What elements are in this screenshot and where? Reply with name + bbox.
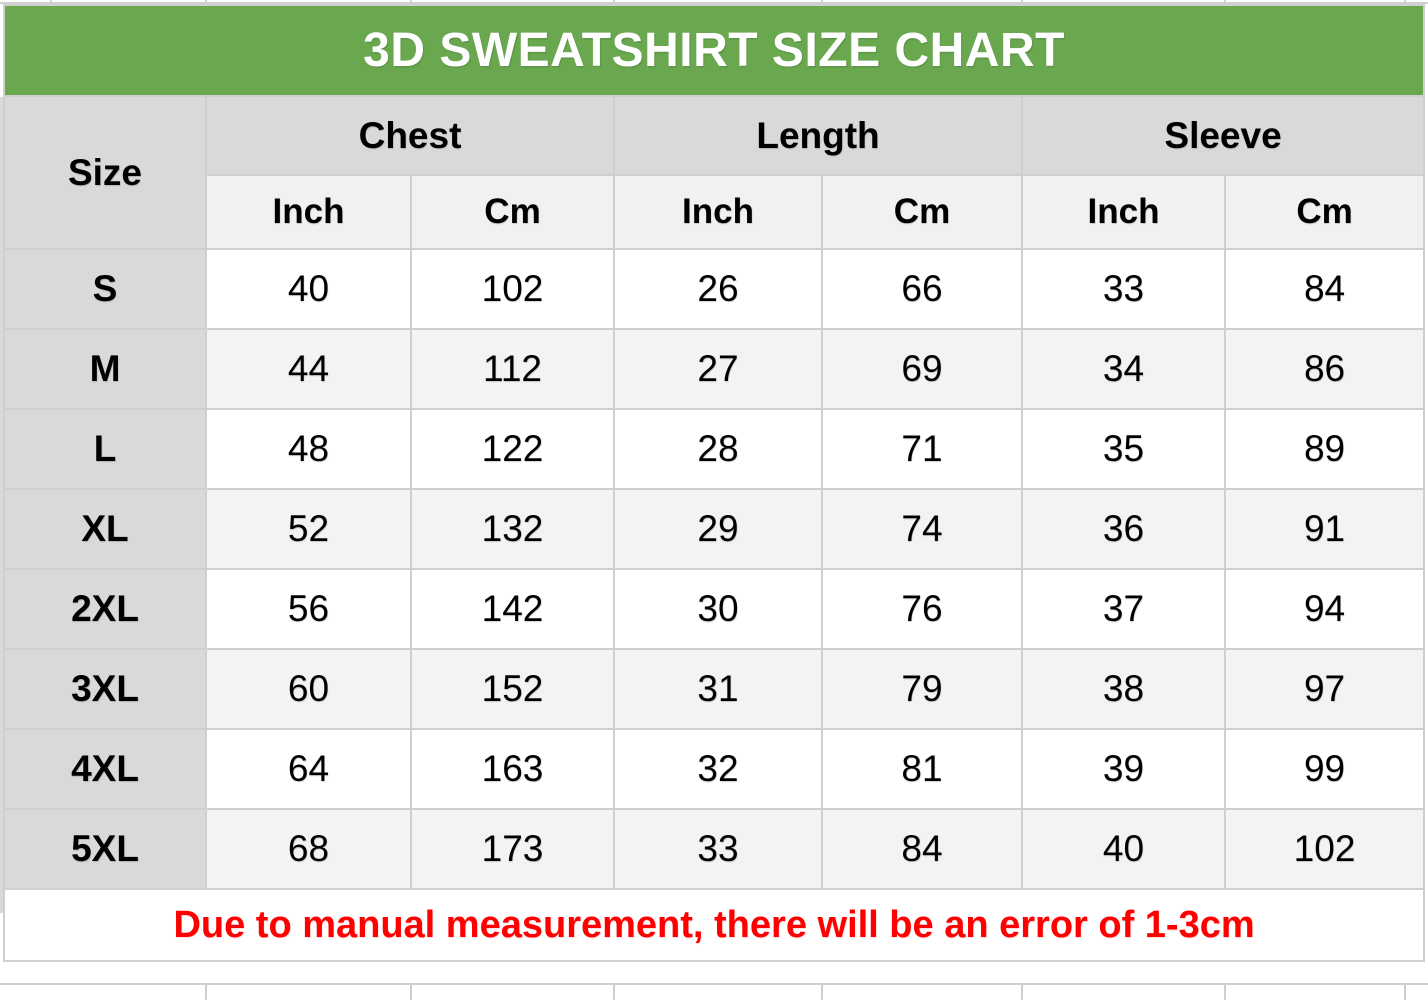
value-cell: 122: [411, 409, 614, 489]
value-cell: 27: [614, 329, 822, 409]
size-cell: 5XL: [4, 809, 206, 889]
value-cell: 68: [206, 809, 411, 889]
value-cell: 35: [1022, 409, 1225, 489]
unit-header-chest-inch: Inch: [206, 175, 411, 249]
table-row-2xl: [4, 569, 1424, 649]
value-cell: 64: [206, 729, 411, 809]
value-cell: 132: [411, 489, 614, 569]
grid-tick: [613, 0, 615, 4]
unit-header-length-inch: Inch: [614, 175, 822, 249]
unit-header-row: [4, 175, 1424, 249]
measurement-note: Due to manual measurement, there will be an error of 1-3cm: [4, 889, 1424, 961]
grid-tick: [821, 985, 823, 1000]
unit-header-sleeve-inch: Inch: [1022, 175, 1225, 249]
value-cell: 71: [822, 409, 1022, 489]
value-cell: 31: [614, 649, 822, 729]
value-cell: 163: [411, 729, 614, 809]
value-cell: 84: [822, 809, 1022, 889]
value-cell: 26: [614, 249, 822, 329]
value-cell: 89: [1225, 409, 1424, 489]
grid-tick: [1021, 985, 1023, 1000]
size-cell: 4XL: [4, 729, 206, 809]
value-cell: 94: [1225, 569, 1424, 649]
title-row: [4, 5, 1424, 96]
grid-tick: [410, 985, 412, 1000]
page-title: 3D SWEATSHIRT SIZE CHART: [4, 5, 1424, 96]
value-cell: 173: [411, 809, 614, 889]
column-group-length: Length: [614, 96, 1022, 175]
column-group-sleeve: Sleeve: [1022, 96, 1424, 175]
table-body: [4, 249, 1424, 889]
size-cell: XL: [4, 489, 206, 569]
value-cell: 28: [614, 409, 822, 489]
value-cell: 36: [1022, 489, 1225, 569]
note-row: [4, 889, 1424, 961]
grid-tick: [821, 0, 823, 4]
value-cell: 60: [206, 649, 411, 729]
value-cell: 29: [614, 489, 822, 569]
value-cell: 48: [206, 409, 411, 489]
grid-tick: [1404, 985, 1406, 1000]
value-cell: 102: [1225, 809, 1424, 889]
value-cell: 44: [206, 329, 411, 409]
table-row-xl: [4, 489, 1424, 569]
value-cell: 52: [206, 489, 411, 569]
table-row-m: [4, 329, 1424, 409]
size-cell: 2XL: [4, 569, 206, 649]
size-cell: S: [4, 249, 206, 329]
value-cell: 37: [1022, 569, 1225, 649]
grid-tick: [1224, 0, 1226, 4]
grid-tick: [50, 0, 52, 4]
value-cell: 84: [1225, 249, 1424, 329]
size-cell: M: [4, 329, 206, 409]
value-cell: 76: [822, 569, 1022, 649]
value-cell: 102: [411, 249, 614, 329]
value-cell: 32: [614, 729, 822, 809]
grid-line-bottom: [0, 983, 1428, 985]
value-cell: 33: [614, 809, 822, 889]
table-row-5xl: [4, 809, 1424, 889]
value-cell: 34: [1022, 329, 1225, 409]
value-cell: 86: [1225, 329, 1424, 409]
table-row-l: [4, 409, 1424, 489]
value-cell: 79: [822, 649, 1022, 729]
size-cell: 3XL: [4, 649, 206, 729]
value-cell: 152: [411, 649, 614, 729]
unit-header-length-cm: Cm: [822, 175, 1022, 249]
grid-tick: [1021, 0, 1023, 4]
size-cell: L: [4, 409, 206, 489]
value-cell: 81: [822, 729, 1022, 809]
value-cell: 40: [1022, 809, 1225, 889]
column-group-chest: Chest: [206, 96, 614, 175]
grid-tick: [205, 0, 207, 4]
unit-header-sleeve-cm: Cm: [1225, 175, 1424, 249]
value-cell: 56: [206, 569, 411, 649]
table-row-4xl: [4, 729, 1424, 809]
value-cell: 40: [206, 249, 411, 329]
grid-tick: [613, 985, 615, 1000]
value-cell: 112: [411, 329, 614, 409]
value-cell: 69: [822, 329, 1022, 409]
column-header-size: Size: [4, 96, 206, 249]
group-header-row: [4, 96, 1424, 175]
value-cell: 97: [1225, 649, 1424, 729]
value-cell: 99: [1225, 729, 1424, 809]
unit-header-chest-cm: Cm: [411, 175, 614, 249]
grid-tick: [205, 985, 207, 1000]
value-cell: 66: [822, 249, 1022, 329]
value-cell: 39: [1022, 729, 1225, 809]
value-cell: 33: [1022, 249, 1225, 329]
value-cell: 74: [822, 489, 1022, 569]
value-cell: 91: [1225, 489, 1424, 569]
size-chart-table: [3, 4, 1425, 962]
grid-tick: [1404, 0, 1406, 4]
grid-tick: [1224, 985, 1226, 1000]
value-cell: 38: [1022, 649, 1225, 729]
value-cell: 142: [411, 569, 614, 649]
grid-tick: [410, 0, 412, 4]
table-row-s: [4, 249, 1424, 329]
value-cell: 30: [614, 569, 822, 649]
table-row-3xl: [4, 649, 1424, 729]
